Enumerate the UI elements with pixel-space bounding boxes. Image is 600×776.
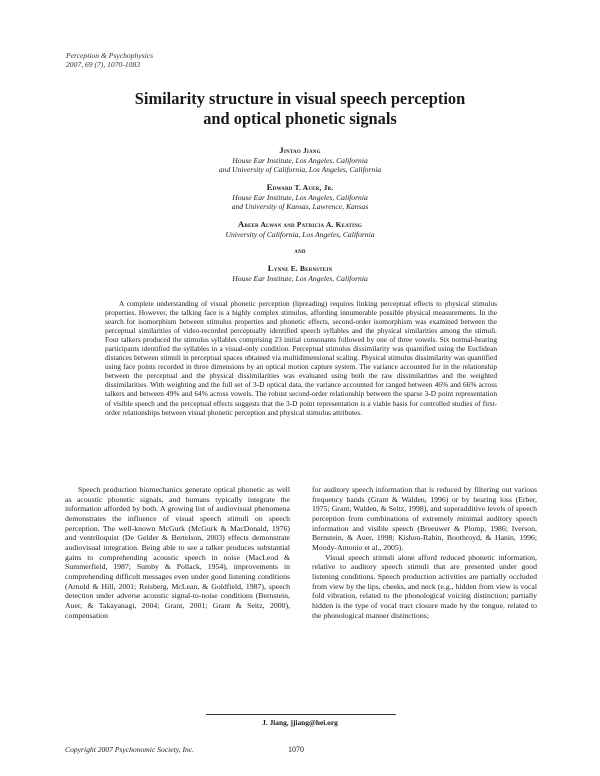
author-conjunction: and [294, 246, 306, 256]
paper-title-line-1: Similarity structure in visual speech perception [134, 89, 466, 108]
journal-header [66, 51, 153, 69]
body-column-left [65, 485, 290, 620]
body-text [65, 485, 537, 715]
paper-title [50, 89, 550, 129]
author-name: Edward T. Auer, Jr. [266, 181, 334, 192]
author-affiliation: House Ear Institute, Los Angeles, California [232, 156, 368, 165]
author-affiliation: University of California, Los Angeles, California [225, 229, 375, 239]
author-affiliation: and University of California, Los Angeles, California [218, 165, 382, 175]
body-paragraph: Speech production biomechanics generate optical phonetic as well as acoustic phonetic signals, and humans typically integrate the information afforded by both. A growing list of audiovisual phenomena demonstrates the influence of visual speech stimuli on speech perception. The well-known McGurk (McGurk & MacDonald, 1976) and ventriloquist (De Gelder & Bertelson, 2003) effects demonstrate audiovisual integration. Being able to see a talker produces substantial gains to comprehending acoustic speech in noise (MacLeod & Summerfield, 1987; Sumby & Pollack, 1954), improvements in comprehending difficult messages even under good listening conditions (Arnold & Hill, 2001; Reisberg, McLean, & Goldfield, 1987), speech detection under adverse acoustic signal-to-noise conditions (Bernstein, Auer, & Takayanagi, 2004; Grant, 2001; Grant & Seitz, 2000), compensation [65, 485, 290, 620]
journal-citation: 2007, 69 (7), 1070-1083 [66, 60, 141, 70]
paper-title-line-2: and optical phonetic signals [203, 109, 397, 128]
body-column-right [312, 485, 537, 620]
author-affiliation: House Ear Institute, Los Angeles, California [232, 192, 368, 202]
author-block [60, 145, 540, 283]
author-name: Jintao Jiang [279, 145, 321, 155]
abstract: A complete understanding of visual phonetic perception (lipreading) requires linking perceptual effects to physical stimulus properties. However, the talking face is a highly complex stimulus, affording innumerable possible physical measurements. In the search for isomorphism between stimulus properties and phonetic effects, second-order isomorphism was examined between the perceptual similarities of video-recorded perceptually identified speech syllables and the physical similarities among the stimuli. Four talkers produced the stimulus syllables comprising 23 initial consonants followed by one of three vowels. Six normal-hearing participants identified the syllables in a visual-only condition. Perceptual stimulus dissimilarity was quantified using the Euclidean distances between stimuli in perceptual spaces obtained via multidimensional scaling. Physical stimulus dissimilarity was quantified using face points recorded in three dimensions by an optical motion capture system. The variance accounted for in the relationship between the perceptual and the physical dissimilarities was evaluated using both the raw dissimilarities and the weighted dissimilarities. With weighting and the full set of 3-D optical data, the variance accounted for ranged between 46% and 66% across talkers and between 49% and 64% across vowels. The robust second-order relationship between the sparse 3-D point representation of visible speech and the perceptual effects suggests that the 3-D point representation is a viable basis for controlled studies of first-order relationships between visual phonetic perception and physical stimulus attributes. [105, 299, 497, 417]
page-number: 1070 [288, 745, 304, 754]
copyright-notice: Copyright 2007 Psychonomic Society, Inc. [65, 745, 195, 754]
body-paragraph: for auditory speech information that is reduced by filtering out various frequency bands (Grant & Walden, 1996) or by hearing loss (Erber, 1975; Grant, Walden, & Seitz, 1998), and superadditive levels of speech perception from combinations of extremely minimal auditory speech information and visible speech (Breeuwer & Plomp, 1986; Iverson, Bernstein, & Auer, 1998; Kishon-Rabin, Boothroyd, & Hanin, 1996; Moody-Antonio et al., 2005). [312, 485, 537, 552]
footnote-rule [206, 714, 396, 715]
contact-footnote: J. Jiang, jjiang@hei.org [262, 718, 338, 727]
author-affiliation: House Ear Institute, Los Angeles, California [232, 274, 368, 284]
author-name: Lynne E. Bernstein [267, 263, 333, 274]
author-affiliation: and University of Kansas, Lawrence, Kansas [231, 202, 369, 212]
journal-name: Perception & Psychophysics [66, 51, 154, 60]
body-paragraph: Visual speech stimuli alone afford reduced phonetic information, relative to auditory speech stimuli that are presented under good listening conditions. Speech production activities are partially occluded from view by the lips, cheeks, and neck (e.g., hidden from view is vocal fold vibration, related to the phonological voicing distinction; partially hidden is the type of vocal tract closure made by the tongue, related to the phonological manner distinctions; [312, 552, 537, 620]
author-name: Abeer Alwan and Patricia A. Keating [237, 218, 363, 229]
